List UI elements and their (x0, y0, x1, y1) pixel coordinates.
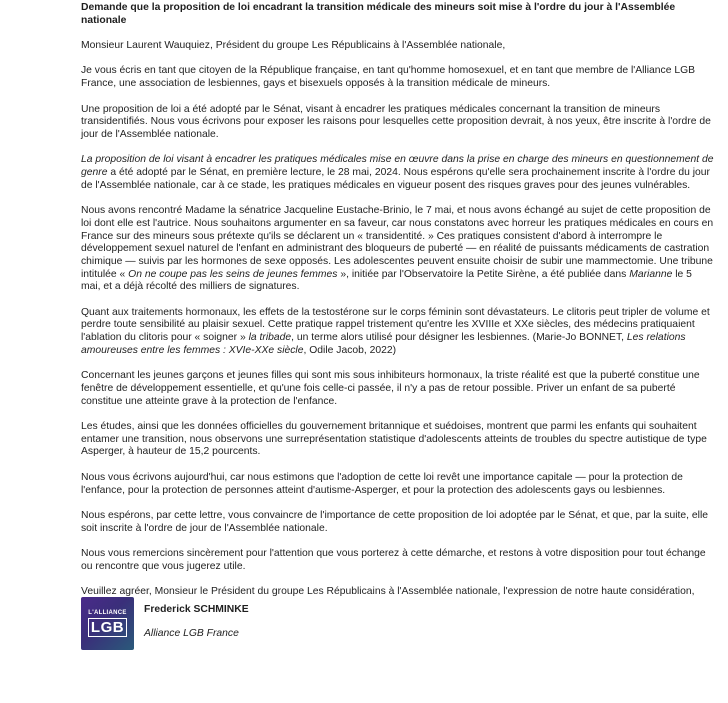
signatory-organization: Alliance LGB France (144, 627, 239, 639)
book-title-italic: Les relations amoureuses entre les femmes : XVIe-XXe siècle (81, 332, 686, 356)
paragraph-intro: Je vous écris en tant que citoyen de la République française, en tant qu'homme homosexuel, et en tant que membre de l'Alliance LGB France, une association de lesbiennes, gays et bisexuels opposés à la transition médicale de mineurs. (81, 65, 696, 90)
closing: Veuillez agréer, Monsieur le Président du groupe Les Républicains à l'Assemblée nationale, l'expression de notre haute considération, (81, 586, 695, 598)
signature-text (144, 597, 249, 640)
paragraph-law-title: La proposition de loi visant à encadrer les pratiques médicales mise en œuvre dans la prise en charge des mineurs en questionnement de genre a été adopté par le Sénat, en première lecture, le 28 mai, 2024. Nous espérons qu'elle sera prochainement inscrite à l'ordre du jour de l'Assemblée nationale, car à ce stade, les pratiques médicales en vigueur posent des risques graves pour des jeunes vulnérables. (81, 154, 714, 191)
letter-title: Demande que la proposition de loi encadrant la transition médicale des mineurs soit mise à l'ordre du jour à l'Assemblée nationale (81, 2, 676, 26)
paragraph-importance: Nous vous écrivons aujourd'hui, car nous estimons que l'adoption de cette loi revêt une importance capitale — pour la protection de l'enfance, pour la protection de personnes atteint d'autisme-Asperger, et pour la protection des adolescents gays ou lesbiennes. (81, 471, 683, 496)
paragraph-thanks: Nous vous remercions sincèrement pour l'attention que vous porterez à cette démarche, et restons à votre disposition pour tout échange ou rencontre que vous jugerez utile. (81, 548, 706, 572)
logo-main-text: LGB (88, 618, 127, 637)
logo-top-text: L'ALLIANCE (88, 609, 127, 616)
law-title-italic: La proposition de loi visant à encadrer les pratiques médicales mise en œuvre dans la prise en charge des mineurs en questionnement de genre (81, 154, 714, 179)
tribune-title-italic: On ne coupe pas les seins de jeunes femmes (128, 268, 338, 280)
paragraph-hope: Nous espérons, par cette lettre, vous convaincre de l'importance de cette proposition de loi adoptée par le Sénat, et que, par la suite, elle soit inscrite à l'ordre de jour de l'Assemblée nationale. (81, 509, 708, 534)
paragraph-puberty: Concernant les jeunes garçons et jeunes filles qui sont mis sous inhibiteurs hormonaux, la triste réalité est que la puberté constitue une fenêtre de développement essentielle, et qu'une fois celle-ci passée, il n'y a pas de retour possible. Priver un enfant de sa puberté constitue une atteinte grave à la protection de l'enfance. (81, 370, 700, 407)
marianne-italic: Marianne (629, 268, 673, 280)
signatory-name: Frederick SCHMINKE (144, 603, 249, 615)
paragraph-studies: Les études, ainsi que les données officielles du gouvernement britannique et suédoises, montrent que parmi les enfants qui souhaitent entamer une transition, nous observons une surreprésentation statistique d'adolescents atteints de troubles du spectre autistique de type Asperger, à hauteur de 15,2 pourcents. (81, 421, 707, 458)
paragraph-senate-proposal: Une proposition de loi a été adopté par le Sénat, visant à encadrer les pratiques médicales concernant la transition de mineurs transidentifiés. Nous vous écrivons pour exposer les raisons pour lesquelles cette proposition devrait, à nos yeux, être inscrite à l'ordre de jour de l'Assemblée nationale. (81, 103, 711, 140)
alliance-lgb-logo (81, 597, 134, 650)
tribade-italic: la tribade (248, 332, 292, 344)
paragraph-senator-meeting: Nous avons rencontré Madame la sénatrice Jacqueline Eustache-Brinio, le 7 mai, et nous avons échangé au sujet de cette proposition de loi dont elle est l'autrice. Nous souhaitons argumenter en sa faveur, car nous constatons avec horreur les pratiques médicales en cours en France sur des mineurs sous prétexte qu'ils se déclarent un « transidentité. » Ces pratiques consistent d'abord à interrompre le développement sexuel naturel de l'enfant en administrant des bloqueurs de puberté — en réalité de puissants médicaments de castration chimique — suivis par les hormones de sexe opposés. Les adolescentes peuvent ensuite choisir de subir une mammectomie. Une tribune intitulée « On ne coupe pas les seins de jeunes femmes », initiée par l'Observatoire la Petite Sirène, a été publiée dans Marianne le 5 mai, et a déjà récolté des milliers de signatures. (81, 205, 714, 293)
salutation: Monsieur Laurent Wauquiez, Président du groupe Les Républicains à l'Assemblée nationale, (81, 40, 506, 52)
signature-block (81, 597, 714, 650)
paragraph-hormonal-treatments: Quant aux traitements hormonaux, les effets de la testostérone sur le corps féminin sont dévastateurs. Le clitoris peut tripler de volume et perdre toute sensibilité au plaisir sexuel. Cette pratique rappel tristement qu'entre les XVIIIe et XXe siècles, des médecins pratiquaient l'ablation du clitoris pour « soigner » la tribade, un terme alors utilisé pour désigner les lesbiennes. (Marie-Jo BONNET, Les relations amoureuses entre les femmes : XVIe-XXe siècle, Odile Jacob, 2022) (81, 306, 710, 356)
